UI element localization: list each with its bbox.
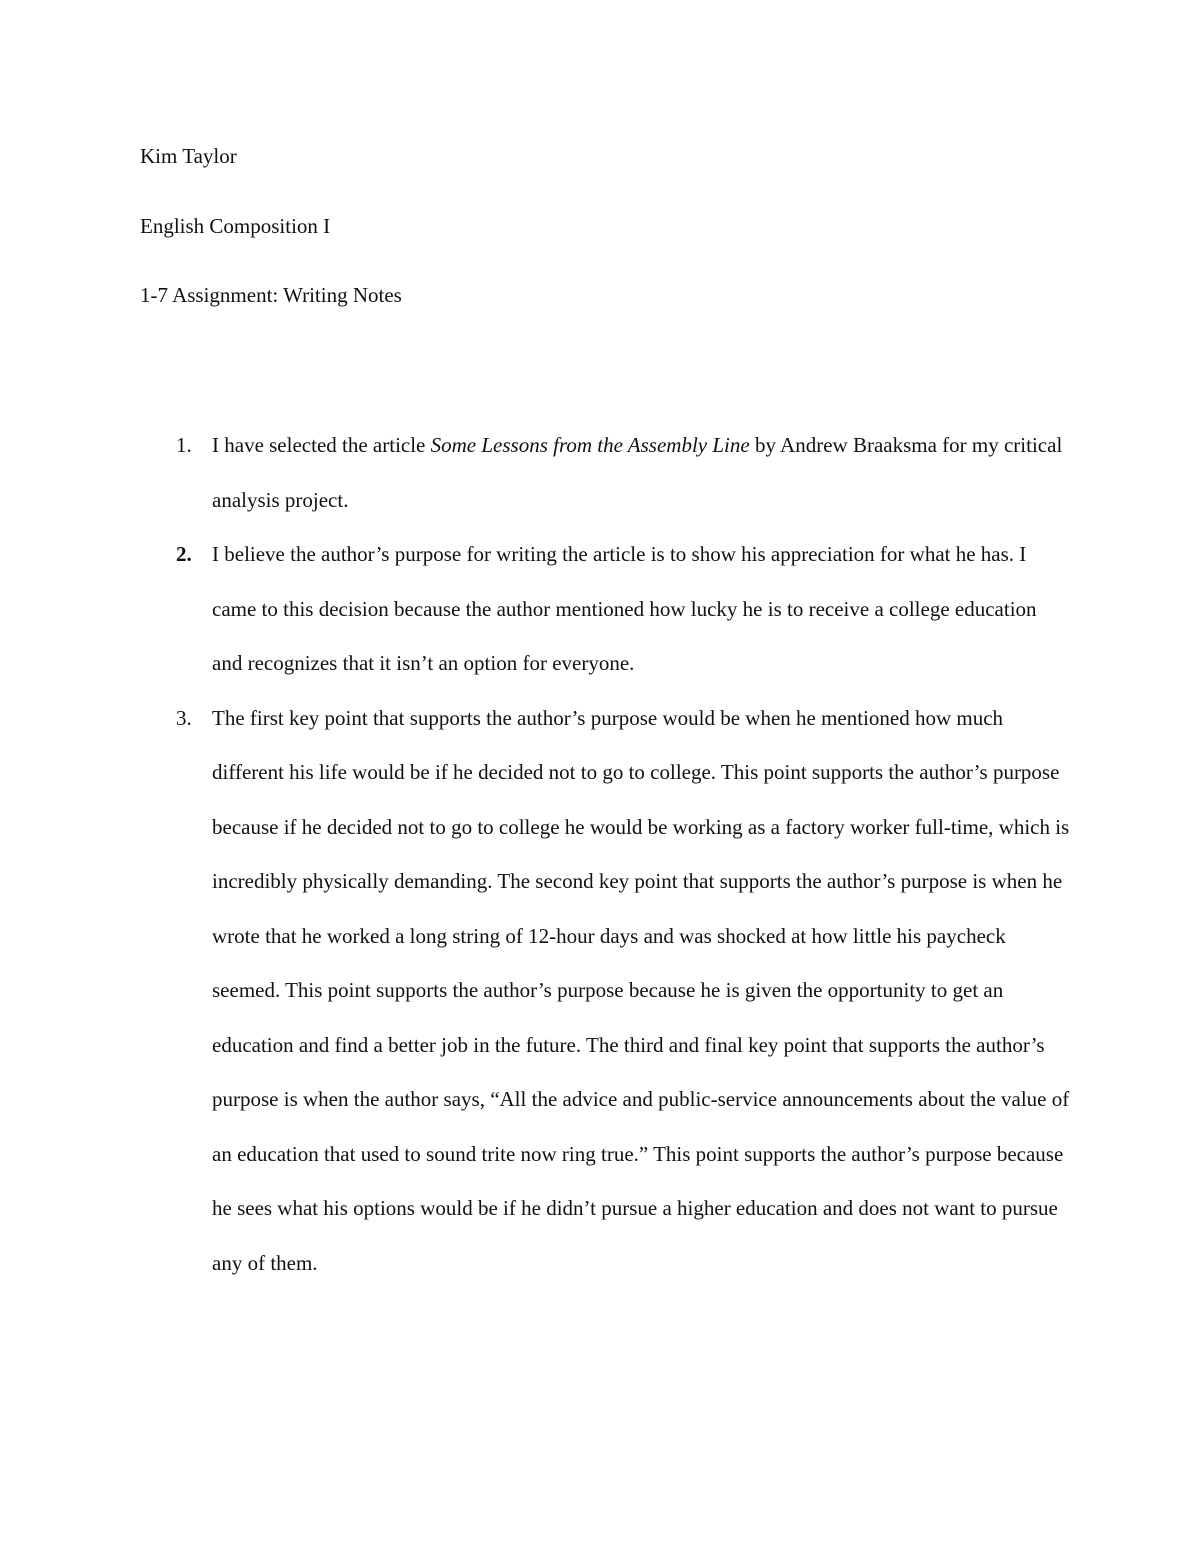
assignment-title: 1-7 Assignment: Writing Notes (140, 283, 402, 307)
notes-list (140, 418, 1070, 1290)
list-number-2: 2. (176, 542, 192, 566)
article-title: Some Lessons from the Assembly Line (430, 433, 750, 457)
list-text-2: I believe the author’s purpose for writing the article is to show his appreciation for what he has. I came to this decision because the author mentioned how lucky he is to receive a college education and recognizes that it isn’t an option for everyone. (212, 542, 1037, 675)
student-name: Kim Taylor (140, 144, 237, 168)
list-item-1 (140, 418, 1070, 527)
list-number-3: 3. (176, 705, 192, 730)
item-1-text-before: I have selected the article (212, 433, 431, 457)
item-1-text-after: by Andrew Braaksma for my critical analysis project. (212, 433, 1063, 512)
list-text-1 (212, 433, 1062, 512)
list-text-3: The first key point that supports the author’s purpose would be when he mentioned how much different his life would be if he decided not to go to college. This point supports the author’s purpose because if he decided not to go to college he would be working as a factory worker full-time, which is incredibly physically demanding. The second key point that supports the author’s purpose is when he wrote that he worked a long string of 12-hour days and was shocked at how little his paycheck seemed. This point supports the author’s purpose because he is given the opportunity to get an education and find a better job in the future. The third and final key point that supports the author’s purpose is when the author says, “All the advice and public-service announcements about the value of an education that used to sound trite now ring true.” This point supports the author’s purpose because he sees what his options would be if he didn’t pursue a higher education and does not want to pursue any of them. (212, 705, 1070, 1275)
list-item-3 (140, 691, 1070, 1291)
course-name: English Composition I (140, 214, 331, 238)
list-item-2 (140, 527, 1070, 691)
list-number-1: 1. (176, 433, 192, 457)
